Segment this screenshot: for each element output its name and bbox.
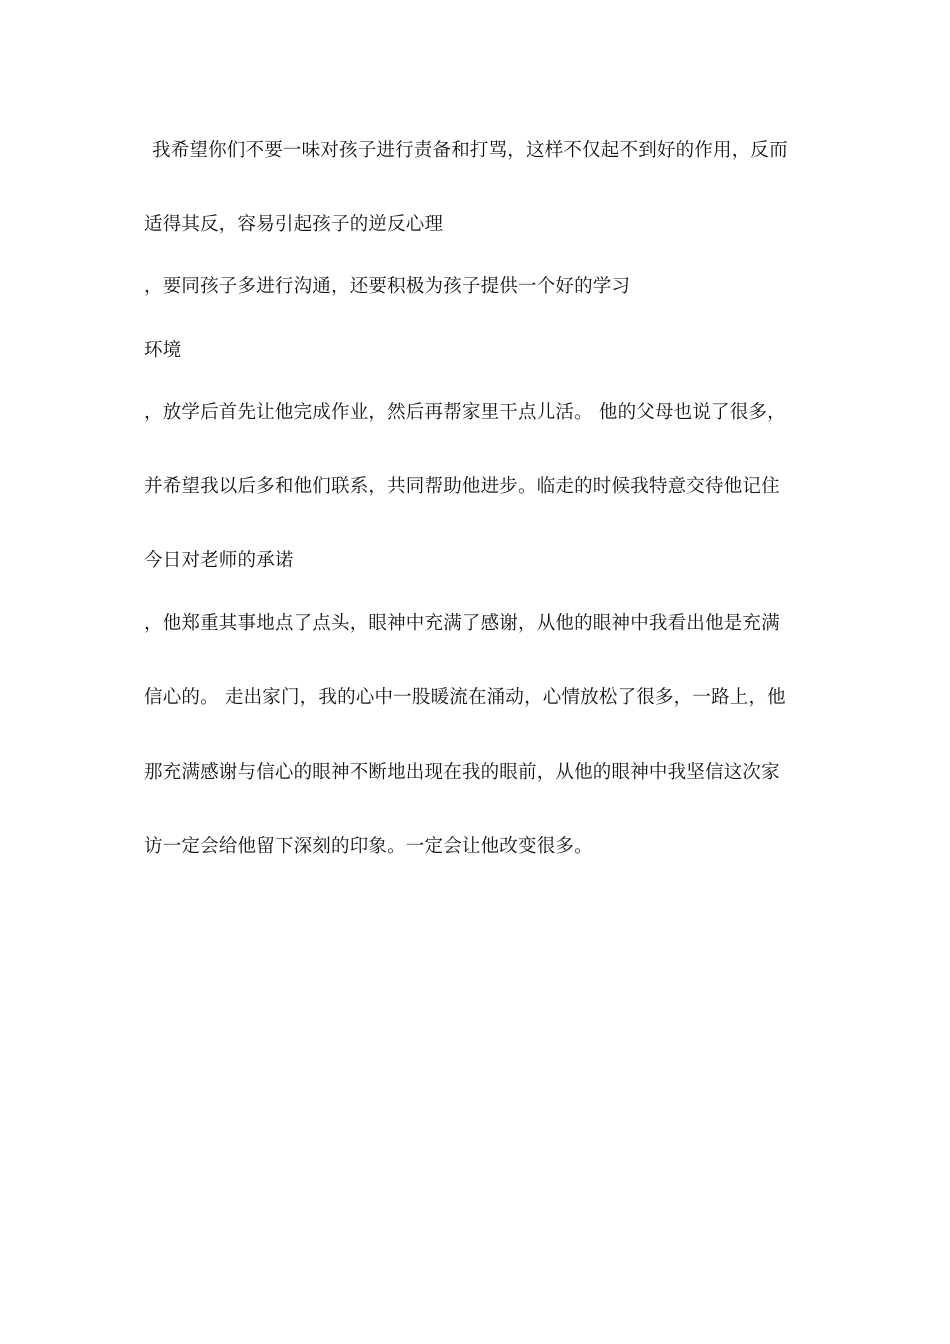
paragraph-line: ，他郑重其事地点了点头，眼神中充满了感谢，从他的眼神中我看出他是充满 [144, 613, 780, 634]
paragraph-line: 那充满感谢与信心的眼神不断地出现在我的眼前，从他的眼神中我坚信这次家 [144, 762, 780, 783]
paragraph-line: 并希望我以后多和他们联系，共同帮助他进步。临走的时候我特意交待他记住 [144, 476, 780, 497]
paragraph-line: 我希望你们不要一味对孩子进行责备和打骂，这样不仅起不到好的作用，反而 [152, 140, 788, 161]
paragraph-line: ，要同孩子多进行沟通，还要积极为孩子提供一个好的学习 [144, 276, 631, 297]
paragraph-line: 信心的。 走出家门，我的心中一股暖流在涌动，心情放松了很多，一路上，他 [144, 687, 786, 708]
paragraph-line: 今日对老师的承诺 [144, 550, 294, 571]
paragraph-line: 适得其反，容易引起孩子的逆反心理 [144, 214, 444, 235]
paragraph-line: 访一定会给他留下深刻的印象。一定会让他改变很多。 [144, 836, 593, 857]
paragraph-line: ，放学后首先让他完成作业，然后再帮家里干点儿活。 他的父母也说了很多， [144, 402, 786, 423]
paragraph-line: 环境 [144, 340, 182, 361]
